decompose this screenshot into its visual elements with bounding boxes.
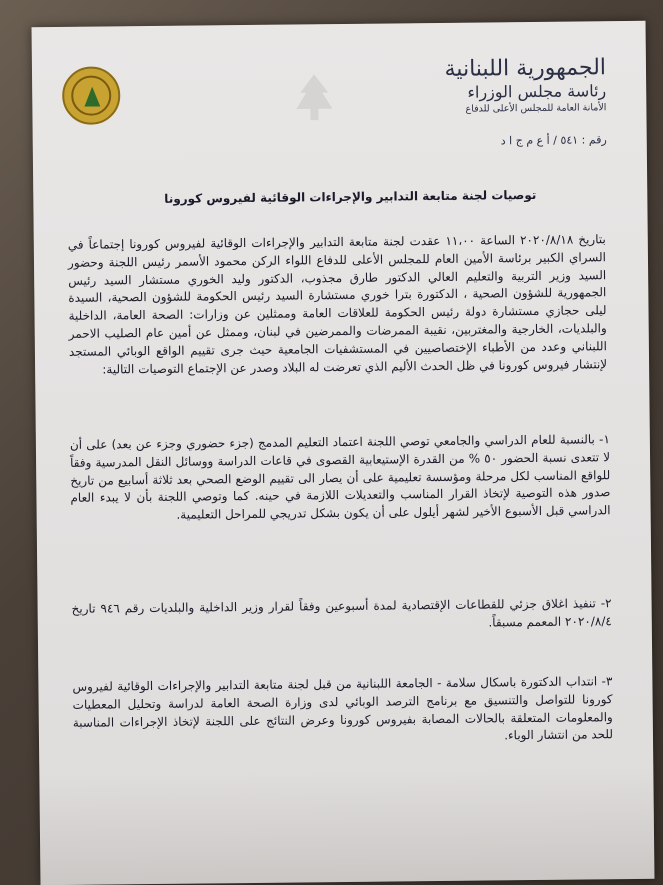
lebanese-army-seal-icon xyxy=(62,66,121,125)
letterhead-secretariat: الأمانة العامة للمجلس الأعلى للدفاع xyxy=(465,102,607,115)
letterhead-presidency: رئاسة مجلس الوزراء xyxy=(467,81,607,102)
item-number: ٣- xyxy=(601,674,613,689)
photo-shadow xyxy=(39,769,654,885)
item-number: ٢- xyxy=(600,596,612,611)
reference-number: رقم : ٥٤١ / أ ع م ج ا د xyxy=(500,133,607,148)
item-text: تنفيذ اغلاق جزئي للقطاعات الإقتصادية لمدة أسبوعين وفقاً لقرار وزير الداخلية والبلديات رقم ٩٤٦ تاريخ ٢٠٢٠/٨/٤ المعمم مسبقاً. xyxy=(71,596,612,630)
seal-cedar-icon xyxy=(84,87,100,107)
cedar-watermark-icon xyxy=(294,74,334,120)
recommendation-item xyxy=(72,595,612,636)
document-page xyxy=(32,21,655,885)
item-number: ١- xyxy=(598,432,610,447)
document-title: توصيات لجنة متابعة التدابير والإجراءات الوقائية لفيروس كورونا xyxy=(164,187,537,206)
letterhead-republic: الجمهورية اللبنانية xyxy=(444,55,607,82)
letterhead xyxy=(376,55,607,117)
recommendation-item xyxy=(72,673,613,750)
item-text: بالنسبة للعام الدراسي والجامعي توصي اللجنة اعتماد التعليم المدمج (جزء حضوري وجزء عن بعد) على أن لا تتعدى نسبة الحضور ٥٠ % من القدرة الإستيعابية القصوى في قاعات الدراسة ووسائل النقل المدرسية وفقاً للواقع المناسب لكل مرحلة ومؤسسة تعليمية على أن يصار الى تقييم الوضع الصحي بعد ثلاثة أسابيع من تاريخ صدور هذه التوصية لإتخاذ القرار المناسب والتعديلات اللازمة في حينه. كما وتوصي اللجنة بأن لا يبدء العام الدراسي قبل الأسبوع الأخير لشهر أيلول على أن يكون بشكل تدريجي للمراحل التعليمية. xyxy=(69,432,611,522)
recommendation-item xyxy=(70,431,611,526)
item-text: انتداب الدكتورة باسكال سلامة - الجامعة اللبنانية من قبل لجنة متابعة التدابير والإجراءات الوقائية لفيروس كورونا للتواصل والتنسيق مع برنامج الترصد الوبائي لدى وزارة الصحة العامة لدراسة وتحليل المعطيات والمعلومات المتعلقة بالحالات المصابة بفيروس كورونا وعرض النتائج على اللجنة لإتخاذ الإجراءات المناسبة للحد من انتشار الوباء. xyxy=(72,674,614,743)
intro-paragraph: بتاريخ ٢٠٢٠/٨/١٨ الساعة ١١،٠٠ عقدت لجنة متابعة التدابير والإجراءات الوقائية لفيروس كورونا إجتماعاً في السراي الكبير برئاسة الأمين العام للمجلس الأعلى للدفاع اللواء الركن محمود الأسمر رئيس اللجنة وحضور السيد وزير التربية والتعليم العالي الدكتور طارق مجذوب، الدكتور وليد الخوري مستشار السيد رئيس الجمهورية للشؤون الصحية ، الدكتورة بترا خوري مستشارة السيد رئيس الحكومة للشؤون الصحية، السيدة ليلى حجازي مستشارة دولة رئيس الحكومة للعلاقات العامة وممثلين عن وزارات: الصحة العامة، الداخلية والبلديات، الخارجية والمغتربين، نقيبة الممرضات والممرضين في لبنان، وممثل عن أمين عام الصليب الاحمر اللبناني وعدد من الأطباء الإختصاصيين في المستشفيات الجامعية حيث جرى تقييم الواقع الوبائي المستجد لإنتشار فيروس كورونا في ظل الحدث الأليم الذي تعرضت له البلاد وصدر عن الإجتماع التوصيات التالية: xyxy=(67,232,608,377)
